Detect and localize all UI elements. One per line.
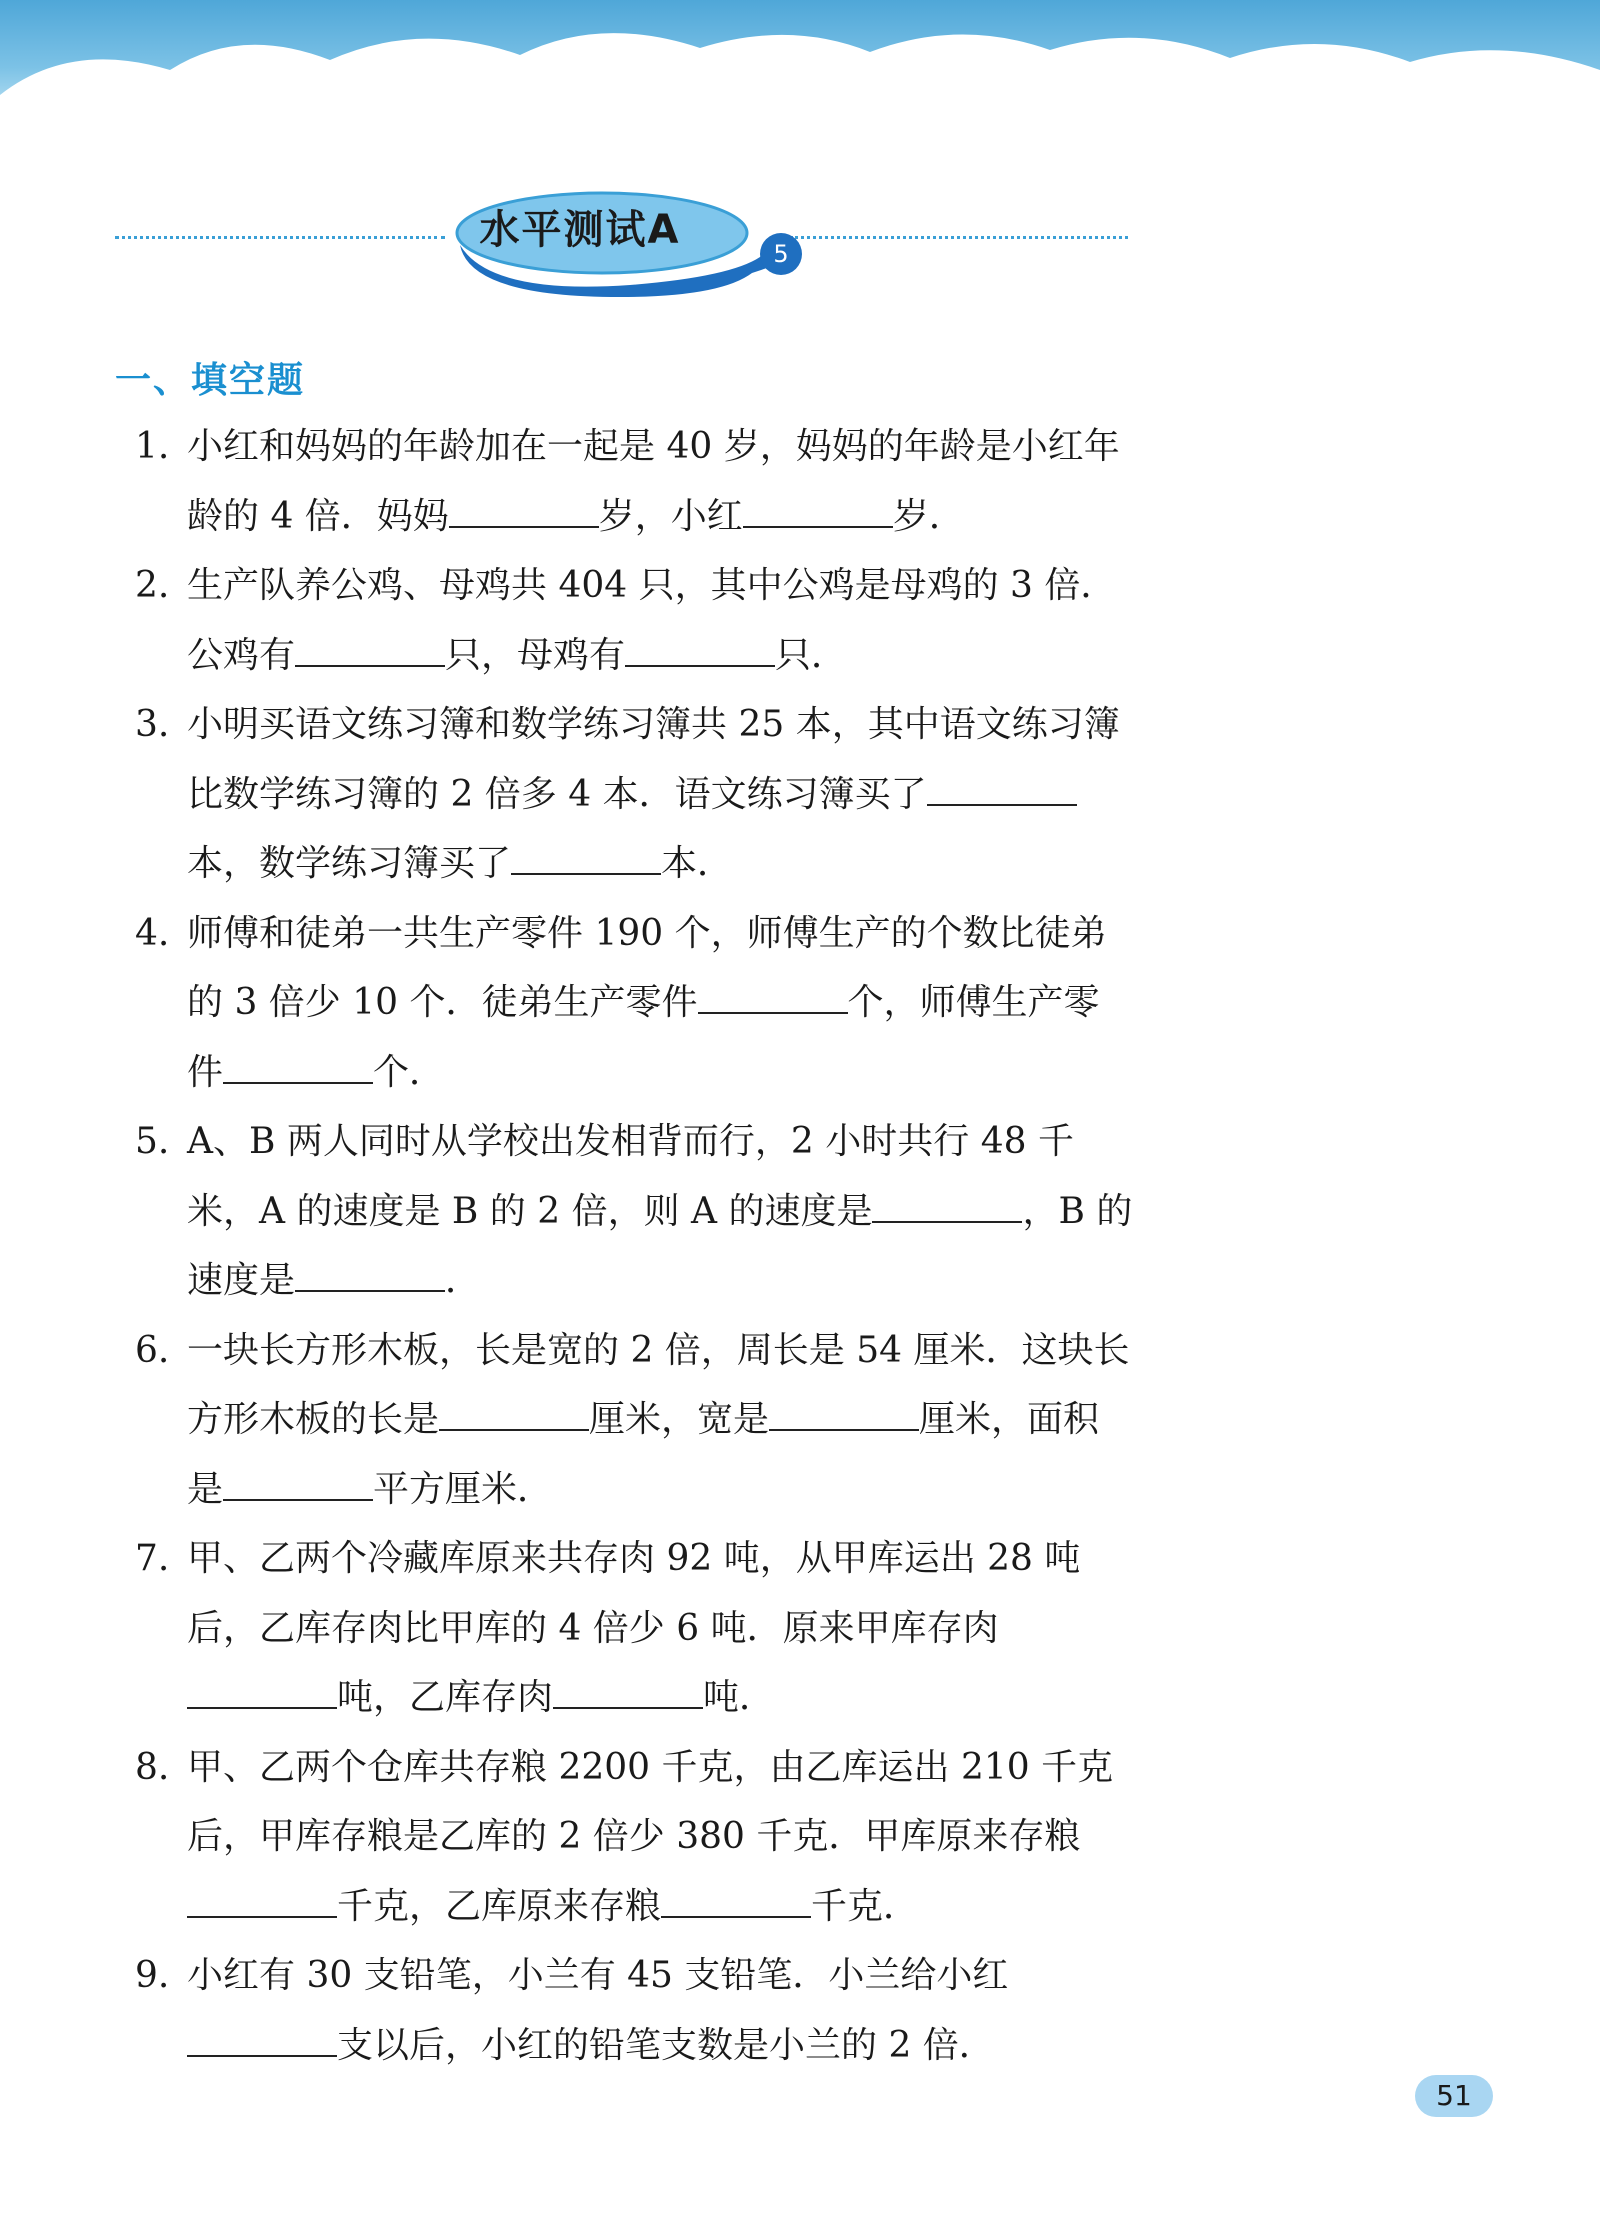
answer-blank[interactable]	[187, 1884, 337, 1918]
question-text: 小红和妈妈的年龄加在一起是 40 岁，妈妈的年龄是小红年龄的 4 倍．妈妈	[187, 426, 1120, 537]
question-number: 5.	[135, 1121, 170, 1162]
question-text: 千克，乙库原来存粮	[337, 1885, 662, 1927]
question-number: 7.	[135, 1538, 170, 1579]
answer-blank[interactable]	[187, 1675, 337, 1709]
answer-blank[interactable]	[439, 1397, 589, 1431]
question-text: 本，数学练习簿买了	[187, 843, 512, 884]
question-text: 吨，乙库存肉	[337, 1677, 554, 1718]
answer-blank[interactable]	[511, 841, 661, 875]
question-6	[135, 1316, 1135, 1525]
question-text: 厘米，面积是	[187, 1399, 1100, 1510]
question-text: 平方厘米．	[373, 1468, 554, 1510]
question-number: 9.	[135, 1955, 170, 1996]
question-9	[135, 1941, 1135, 2080]
question-number: 6.	[135, 1329, 170, 1371]
question-text: 甲、乙两个仓库共存粮 2200 千克，由乙库运出 210 千克后，甲库存粮是乙库的 2 倍少 380 千克．甲库原来存粮	[187, 1746, 1114, 1857]
answer-blank[interactable]	[625, 633, 775, 667]
question-text: 个，师傅生产零件	[187, 982, 1100, 1093]
answer-blank[interactable]	[698, 980, 848, 1014]
question-text: 小明买语文练习簿和数学练习簿共 25 本，其中语文练习簿比数学练习簿的 2 倍多 4 本．语文练习簿买了	[187, 704, 1120, 815]
question-text: 一块长方形木板，长是宽的 2 倍，周长是 54 厘米．这块长方形木板的长是	[187, 1329, 1130, 1440]
question-7	[135, 1524, 1135, 1733]
answer-blank[interactable]	[769, 1397, 919, 1431]
answer-blank[interactable]	[927, 772, 1077, 806]
page-number: 51	[1415, 2075, 1493, 2117]
question-5	[135, 1107, 1135, 1316]
question-number: 4.	[135, 912, 170, 954]
question-text: 甲、乙两个冷藏库原来共存肉 92 吨，从甲库运出 28 吨后，乙库存肉比甲库的 4 倍少 6 吨．原来甲库存肉	[187, 1538, 1081, 1649]
section-title: 一、填空题	[115, 360, 306, 401]
question-text: ，B 的速度是	[187, 1190, 1133, 1301]
answer-blank[interactable]	[661, 1884, 811, 1918]
question-number: 8.	[135, 1746, 170, 1788]
question-text: 支以后，小红的铅笔支数是小兰的 2 倍．	[337, 2024, 995, 2066]
question-4	[135, 899, 1135, 1108]
header-dotted-rule-right	[790, 236, 1128, 239]
question-text: 厘米，宽是	[589, 1399, 770, 1440]
question-text: 个．	[373, 1051, 446, 1093]
question-number: 3.	[135, 704, 170, 745]
answer-blank[interactable]	[223, 1050, 373, 1084]
lesson-number-badge: 5	[760, 233, 802, 275]
question-1	[135, 412, 1135, 551]
question-number: 2.	[135, 565, 170, 606]
question-text: ．	[445, 1260, 482, 1301]
answer-blank[interactable]	[449, 494, 599, 528]
question-text: 千克．	[811, 1885, 920, 1927]
banner-title: 水平测试A	[479, 207, 681, 253]
answer-blank[interactable]	[553, 1675, 703, 1709]
question-3	[135, 690, 1135, 899]
question-text: 师傅和徒弟一共生产零件 190 个，师傅生产的个数比徒弟的 3 倍少 10 个．徒弟生产零件	[187, 912, 1107, 1023]
cloud-decoration	[0, 0, 1600, 170]
question-text: 只．	[775, 634, 848, 676]
answer-blank[interactable]	[187, 2023, 337, 2057]
question-list	[135, 412, 1135, 2080]
question-8	[135, 1733, 1135, 1942]
answer-blank[interactable]	[743, 494, 893, 528]
question-text: 吨．	[703, 1677, 776, 1718]
answer-blank[interactable]	[295, 633, 445, 667]
question-text: 生产队养公鸡、母鸡共 404 只，其中公鸡是母鸡的 3 倍．公鸡有	[187, 565, 1117, 676]
question-text: A、B 两人同时从学校出发相背而行，2 小时共行 48 千米，A 的速度是 B 的 2 倍，则 A 的速度是	[187, 1121, 1074, 1232]
question-number: 1.	[135, 426, 170, 467]
answer-blank[interactable]	[223, 1467, 373, 1501]
question-text: 小红有 30 支铅笔，小兰有 45 支铅笔．小兰给小红	[187, 1955, 1009, 1996]
question-2	[135, 551, 1135, 690]
answer-blank[interactable]	[295, 1258, 445, 1292]
answer-blank[interactable]	[872, 1189, 1022, 1223]
question-text: 只，母鸡有	[445, 634, 626, 676]
question-text: 本．	[661, 843, 734, 884]
question-text: 岁．	[892, 495, 965, 537]
question-text: 岁，小红	[598, 495, 743, 537]
header-dotted-rule-left	[115, 236, 445, 239]
